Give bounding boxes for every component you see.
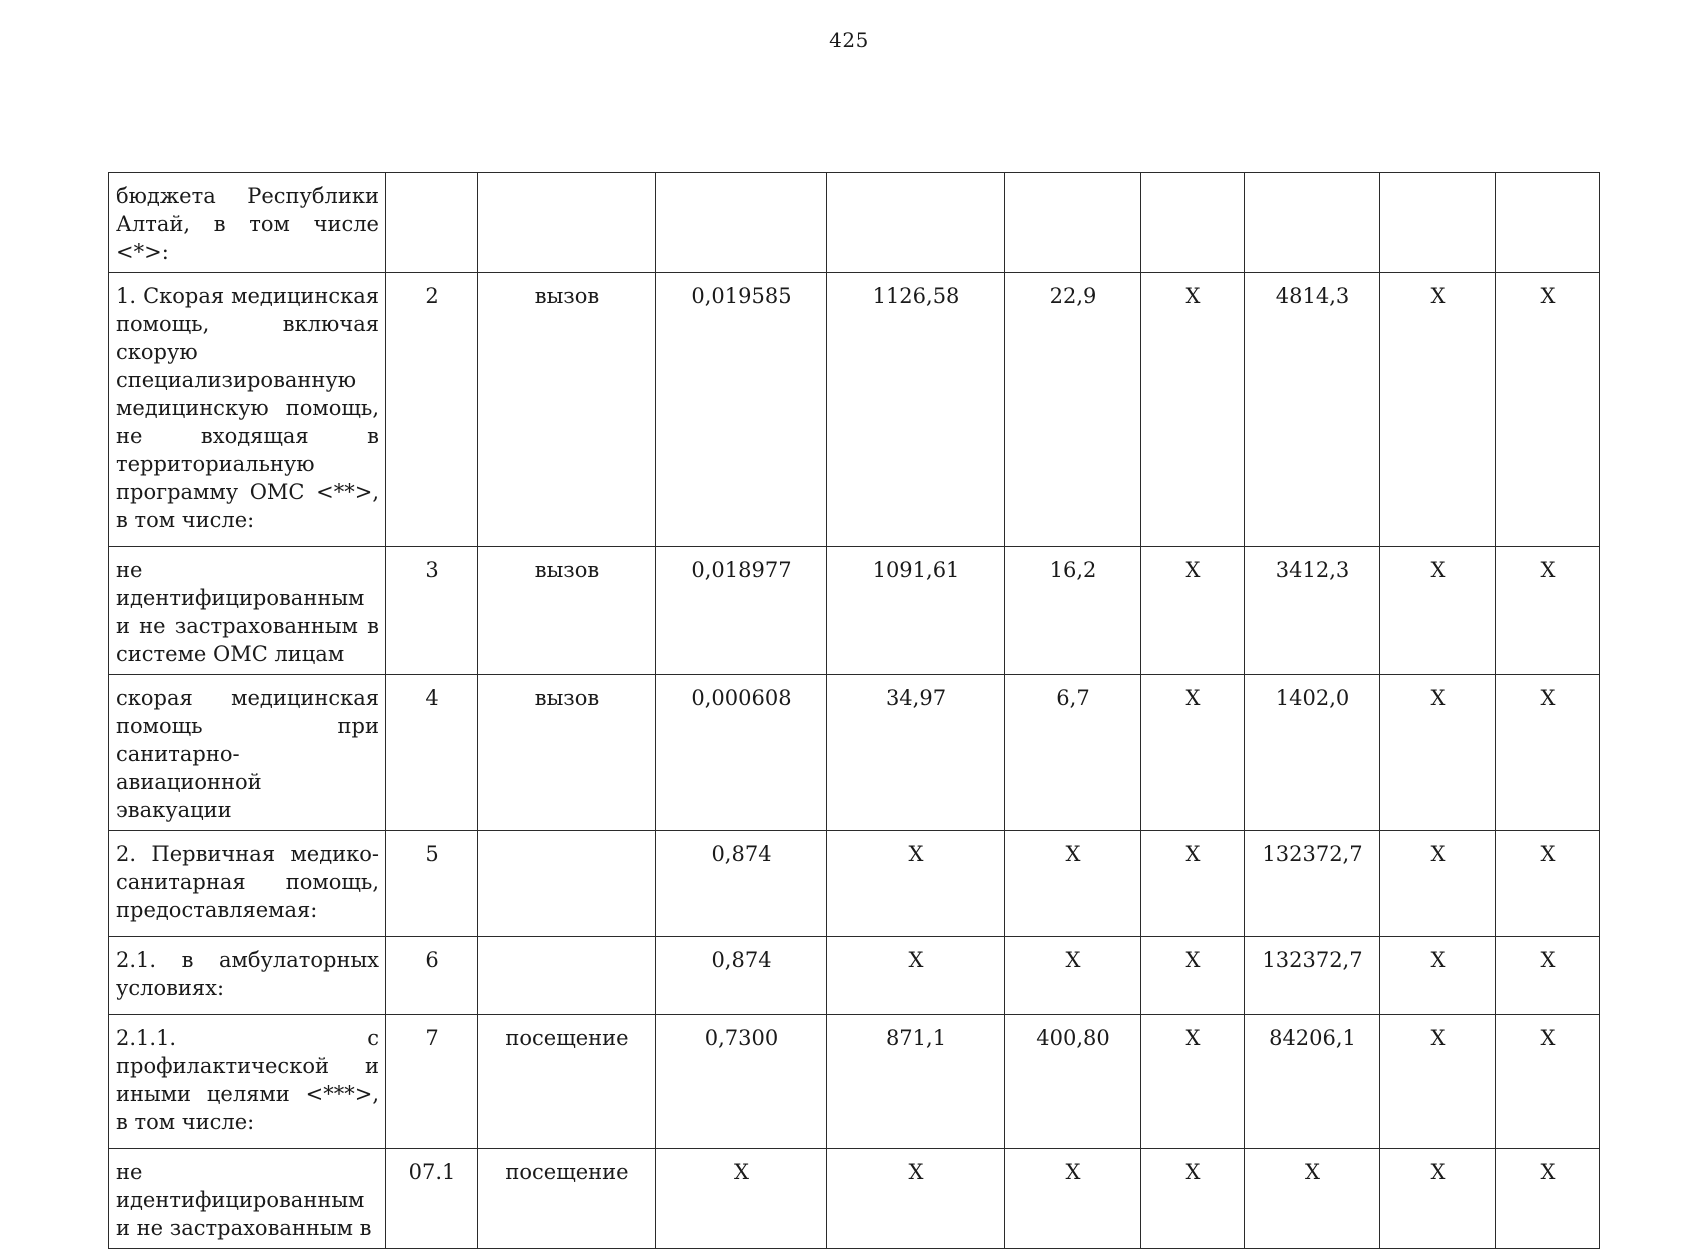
table-cell xyxy=(478,831,656,937)
table-cell: X xyxy=(1141,937,1245,1015)
table-cell: 4 xyxy=(386,675,478,831)
table-cell: 0,874 xyxy=(656,937,827,1015)
table-cell xyxy=(1141,173,1245,273)
table-cell: X xyxy=(1005,1149,1141,1249)
table-cell: 132372,7 xyxy=(1245,937,1380,1015)
table-cell: X xyxy=(827,831,1005,937)
table-cell xyxy=(386,173,478,273)
row-name-cell: 1. Скорая медицинская помощь, включая скорую специализированную медицинскую помощь, не входящая в территориальную программу ОМС <**>, в том числе: xyxy=(109,273,386,547)
table-cell xyxy=(1380,173,1496,273)
table-cell: X xyxy=(1005,937,1141,1015)
page-number: 425 xyxy=(829,28,869,52)
table-row xyxy=(109,273,1600,547)
table-row xyxy=(109,675,1600,831)
table-cell: посещение xyxy=(478,1149,656,1249)
data-table xyxy=(108,172,1600,1249)
table-cell xyxy=(827,173,1005,273)
table-cell: X xyxy=(1245,1149,1380,1249)
table-cell: 132372,7 xyxy=(1245,831,1380,937)
table-row xyxy=(109,547,1600,675)
table-cell: 2 xyxy=(386,273,478,547)
table-cell: 0,7300 xyxy=(656,1015,827,1149)
table-cell: 400,80 xyxy=(1005,1015,1141,1149)
table-cell: 7 xyxy=(386,1015,478,1149)
table-cell: X xyxy=(1496,1015,1600,1149)
row-name-cell: 2. Первичная медико-санитарная помощь, предоставляемая: xyxy=(109,831,386,937)
table-cell: 0,874 xyxy=(656,831,827,937)
row-name-cell: 2.1. в амбулаторных условиях: xyxy=(109,937,386,1015)
table-cell: 84206,1 xyxy=(1245,1015,1380,1149)
table-cell: X xyxy=(1496,831,1600,937)
table-row xyxy=(109,831,1600,937)
table-cell: вызов xyxy=(478,273,656,547)
table-cell xyxy=(478,937,656,1015)
table-cell xyxy=(1245,173,1380,273)
table-cell: 1126,58 xyxy=(827,273,1005,547)
table-cell: X xyxy=(1496,937,1600,1015)
table-cell: 4814,3 xyxy=(1245,273,1380,547)
table-cell: X xyxy=(1496,273,1600,547)
table-cell: посещение xyxy=(478,1015,656,1149)
row-name-cell: не идентифицированным и не застрахованным в xyxy=(109,1149,386,1249)
table-cell: X xyxy=(1380,831,1496,937)
table-cell: X xyxy=(1496,547,1600,675)
table-cell: X xyxy=(1380,937,1496,1015)
table-cell: вызов xyxy=(478,547,656,675)
table-cell: X xyxy=(1141,1015,1245,1149)
table-row xyxy=(109,173,1600,273)
table-cell: 6,7 xyxy=(1005,675,1141,831)
table-cell: X xyxy=(1380,273,1496,547)
table-cell: 1402,0 xyxy=(1245,675,1380,831)
table-row xyxy=(109,1149,1600,1249)
table-cell: X xyxy=(1141,547,1245,675)
table-cell: X xyxy=(827,937,1005,1015)
table-cell: X xyxy=(656,1149,827,1249)
table-cell: X xyxy=(1141,273,1245,547)
table-cell: 0,000608 xyxy=(656,675,827,831)
table-cell: X xyxy=(1380,1149,1496,1249)
table-cell: 34,97 xyxy=(827,675,1005,831)
table-cell: X xyxy=(1141,831,1245,937)
table-cell: X xyxy=(1380,547,1496,675)
row-name-cell: бюджета Республики Алтай, в том числе <*>: xyxy=(109,173,386,273)
row-name-cell: не идентифицированным и не застрахованным в системе ОМС лицам xyxy=(109,547,386,675)
table-row xyxy=(109,937,1600,1015)
table-cell: X xyxy=(1380,675,1496,831)
table-cell: 0,019585 xyxy=(656,273,827,547)
table-cell xyxy=(478,173,656,273)
table-cell: X xyxy=(1496,675,1600,831)
table-cell xyxy=(1005,173,1141,273)
table-cell: 3 xyxy=(386,547,478,675)
table-cell: X xyxy=(1141,1149,1245,1249)
row-name-cell: скорая медицинская помощь при санитарно-авиационной эвакуации xyxy=(109,675,386,831)
table-cell: X xyxy=(827,1149,1005,1249)
table-cell: вызов xyxy=(478,675,656,831)
row-name-cell: 2.1.1. с профилактической и иными целями <***>, в том числе: xyxy=(109,1015,386,1149)
table-cell: 0,018977 xyxy=(656,547,827,675)
table-cell: 16,2 xyxy=(1005,547,1141,675)
table-cell: 3412,3 xyxy=(1245,547,1380,675)
table-row xyxy=(109,1015,1600,1149)
table-cell: X xyxy=(1496,1149,1600,1249)
table-cell: 1091,61 xyxy=(827,547,1005,675)
table-cell: X xyxy=(1380,1015,1496,1149)
table-cell: X xyxy=(1141,675,1245,831)
table-cell: 871,1 xyxy=(827,1015,1005,1149)
table-cell: X xyxy=(1005,831,1141,937)
table-cell xyxy=(1496,173,1600,273)
table-cell xyxy=(656,173,827,273)
table-cell: 6 xyxy=(386,937,478,1015)
table-cell: 07.1 xyxy=(386,1149,478,1249)
table-cell: 5 xyxy=(386,831,478,937)
table-cell: 22,9 xyxy=(1005,273,1141,547)
